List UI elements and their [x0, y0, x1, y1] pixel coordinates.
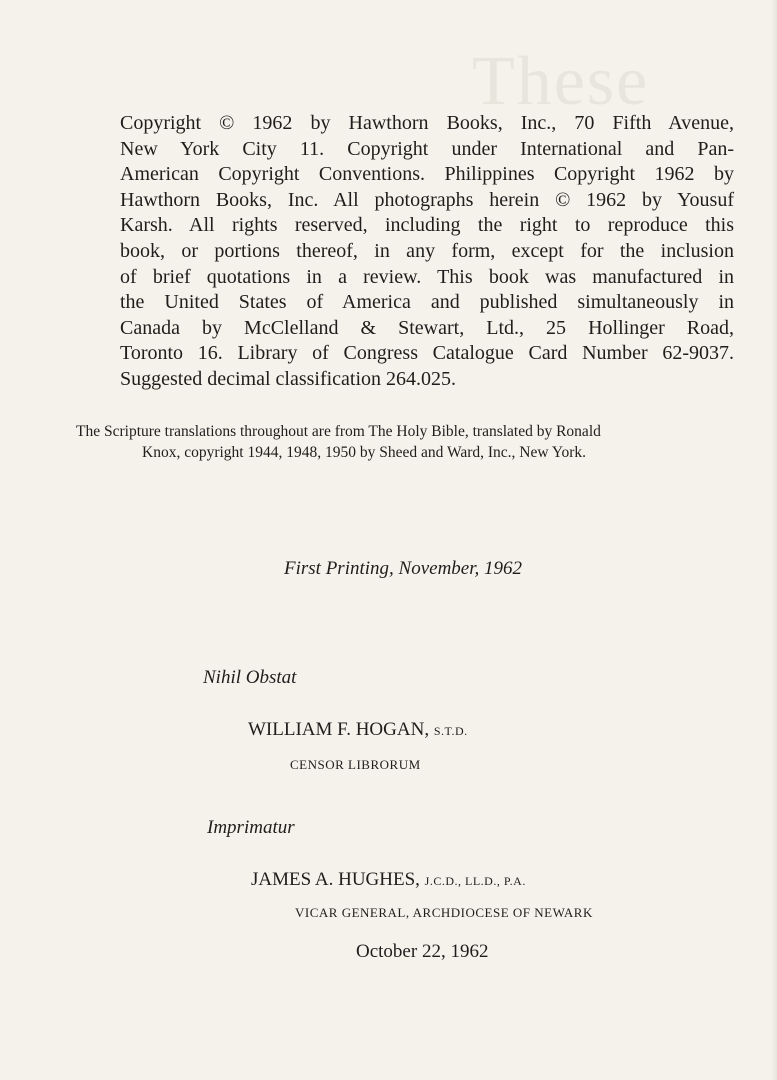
imprimatur-label: Imprimatur [207, 817, 295, 838]
copyright-line: Suggested decimal classification 264.025. [120, 367, 457, 390]
copyright-line: American Copyright Conventions. Philippines Copyright 1962 by [120, 163, 734, 186]
copyright-line: Hawthorn Books, Inc. All photographs herein © 1962 by Yousuf [120, 188, 734, 211]
imprimatur-date: October 22, 1962 [356, 941, 489, 962]
censor-name-line [248, 719, 468, 741]
page-edge-shadow [771, 0, 777, 1080]
nihil-obstat-label: Nihil Obstat [203, 667, 297, 688]
scripture-credit-line: The Scripture translations throughout are from The Holy Bible, translated by Ronald [76, 423, 601, 440]
vicar-name-line [251, 869, 526, 891]
copyright-line: New York City 11. Copyright under International and Pan- [120, 137, 734, 160]
vicar-degrees: J.C.D., LL.D., P.A. [424, 874, 526, 888]
copyright-line: Karsh. All rights reserved, including the right to reproduce this [120, 214, 734, 237]
vicar-name: JAMES A. HUGHES, [251, 869, 420, 890]
copyright-line: Copyright © 1962 by Hawthorn Books, Inc., 70 Fifth Avenue, [120, 112, 734, 134]
scripture-credit [76, 421, 762, 463]
copyright-line: book, or portions thereof, in any form, except for the inclusion [120, 239, 734, 262]
printing-notice: First Printing, November, 1962 [284, 558, 523, 579]
censor-title: CENSOR LIBRORUM [290, 757, 421, 772]
copyright-line: the United States of America and published simultaneously in [120, 291, 734, 314]
scripture-credit-line: Knox, copyright 1944, 1948, 1950 by Sheed and Ward, Inc., New York. [142, 444, 587, 461]
censor-name: WILLIAM F. HOGAN, [248, 719, 430, 740]
copyright-line: of brief quotations in a review. This book was manufactured in [120, 265, 734, 288]
copyright-notice [120, 111, 734, 393]
censor-degree: S.T.D. [433, 724, 468, 738]
vicar-title: VICAR GENERAL, ARCHDIOCESE OF NEWARK [295, 905, 593, 920]
show-through-text: These [472, 43, 650, 120]
copyright-line: Toronto 16. Library of Congress Catalogue Card Number 62-9037. [120, 342, 734, 365]
copyright-line: Canada by McClelland & Stewart, Ltd., 25 Hollinger Road, [120, 316, 734, 339]
